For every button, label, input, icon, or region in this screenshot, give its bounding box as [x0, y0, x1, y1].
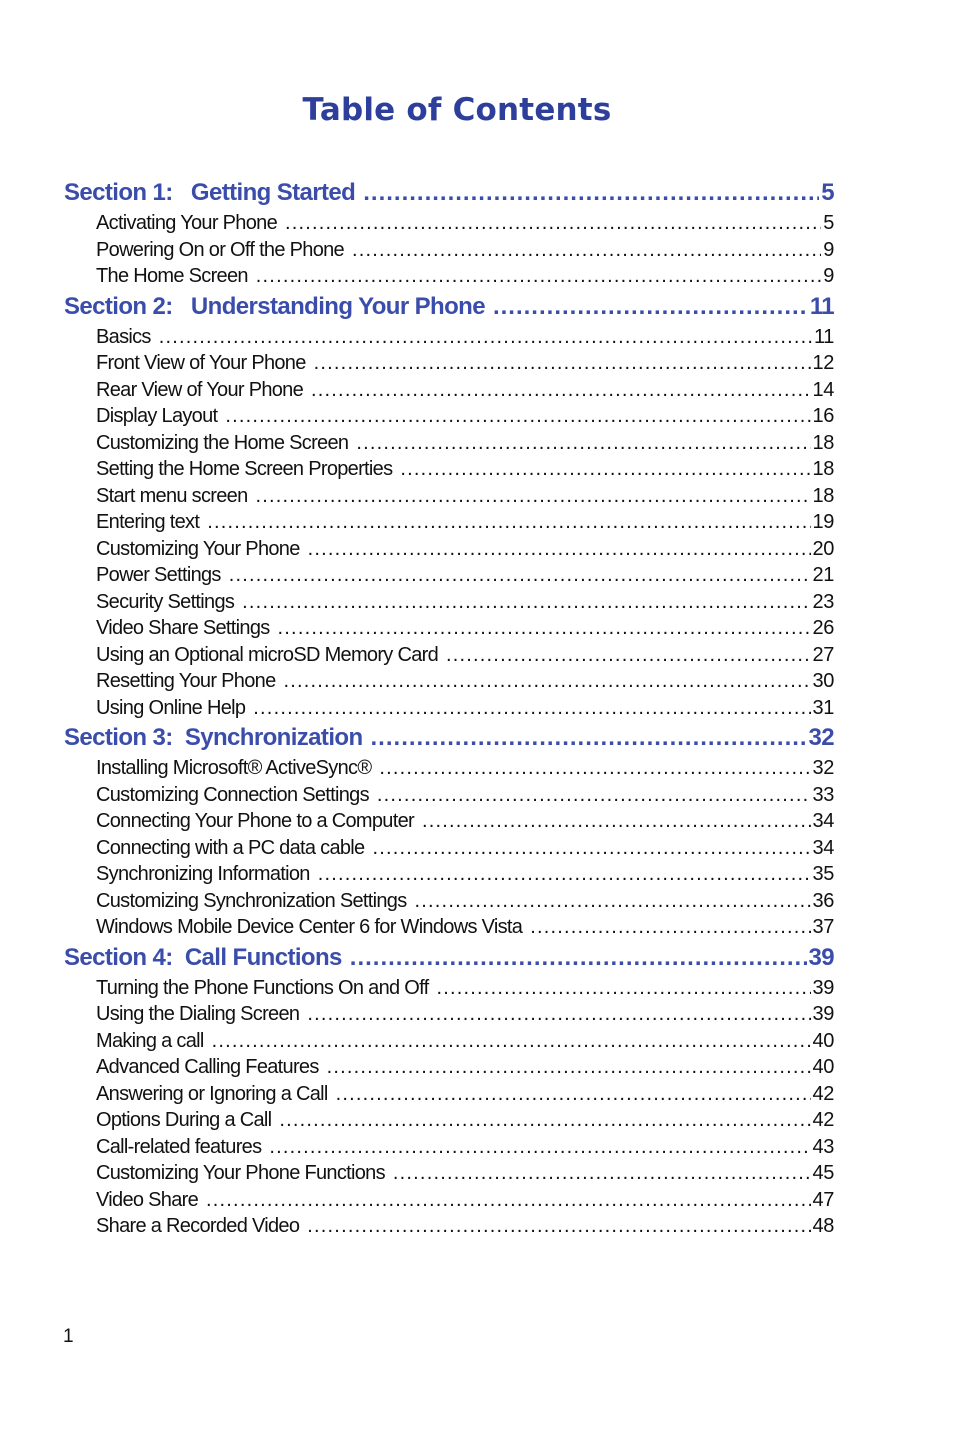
entry-title: Connecting Your Phone to a Computer [96, 810, 414, 832]
toc-entry[interactable] [96, 642, 834, 669]
section-page-number: 5 [821, 179, 834, 206]
entry-page-number: 32 [812, 757, 834, 779]
dot-leader [212, 1028, 811, 1055]
entry-title: Activating Your Phone [96, 212, 278, 234]
dot-leader [229, 562, 811, 589]
entry-page-number: 11 [814, 325, 834, 348]
toc-section-heading[interactable] [64, 290, 834, 324]
table-of-contents [64, 176, 834, 1240]
dot-leader [207, 509, 810, 536]
toc-entry[interactable] [96, 430, 834, 457]
entry-title: The Home Screen [96, 265, 248, 287]
dot-leader [422, 808, 811, 835]
entry-title: Video Share [96, 1188, 199, 1211]
dot-leader [372, 835, 810, 862]
entry-title: Basics [96, 325, 151, 348]
dot-leader [350, 941, 807, 975]
toc-entry[interactable] [96, 377, 834, 404]
dot-leader [363, 176, 819, 210]
dot-leader [415, 888, 811, 915]
entry-title: Customizing the Home Screen [96, 431, 349, 454]
entry-page-number: 18 [812, 431, 834, 454]
toc-entry[interactable] [96, 914, 834, 941]
entry-title: Setting the Home Screen Properties [96, 458, 393, 480]
entry-page-number: 34 [812, 810, 834, 832]
entry-page-number: 20 [812, 537, 834, 560]
section-page-number: 39 [808, 943, 834, 971]
dot-leader [377, 782, 811, 809]
entry-page-number: 21 [812, 564, 834, 586]
entry-page-number: 45 [812, 1162, 834, 1184]
entry-page-number: 9 [823, 238, 834, 261]
toc-entry[interactable] [96, 668, 834, 695]
entry-page-number: 14 [812, 378, 834, 401]
entry-page-number: 42 [812, 1082, 834, 1105]
entry-page-number: 26 [812, 617, 834, 639]
dot-leader [242, 589, 810, 616]
section-title: Section 1: Getting Started [64, 179, 356, 206]
toc-entry[interactable] [96, 615, 834, 642]
toc-entry[interactable] [96, 210, 834, 237]
entry-title: Connecting with a PC data cable [96, 836, 365, 859]
toc-entry[interactable] [96, 1054, 834, 1081]
toc-entry[interactable] [96, 1107, 834, 1134]
toc-entry[interactable] [96, 589, 834, 616]
toc-section-heading[interactable] [64, 721, 834, 755]
entry-title: Turning the Phone Functions On and Off [96, 976, 429, 999]
toc-entry[interactable] [96, 263, 834, 290]
dot-leader [307, 1213, 810, 1240]
dot-leader [336, 1081, 811, 1108]
entry-page-number: 40 [812, 1029, 834, 1052]
entry-page-number: 39 [812, 976, 834, 999]
dot-leader [269, 1134, 810, 1161]
page-number: 1 [63, 1326, 74, 1347]
dot-leader [253, 695, 810, 722]
toc-entry[interactable] [96, 456, 834, 483]
dot-leader [206, 1187, 811, 1214]
entry-page-number: 40 [812, 1056, 834, 1078]
entry-page-number: 9 [823, 265, 834, 287]
entry-title: Advanced Calling Features [96, 1056, 319, 1078]
entry-title: Using the Dialing Screen [96, 1003, 300, 1025]
entry-title: Synchronizing Information [96, 863, 310, 885]
entry-title: Video Share Settings [96, 617, 270, 639]
toc-entry[interactable] [96, 237, 834, 264]
entry-title: Share a Recorded Video [96, 1215, 300, 1237]
entry-title: Answering or Ignoring a Call [96, 1082, 328, 1105]
dot-leader [493, 290, 808, 324]
entry-page-number: 27 [812, 643, 834, 666]
section-page-number: 32 [808, 724, 834, 751]
entry-title: Resetting Your Phone [96, 670, 276, 692]
toc-entry[interactable] [96, 536, 834, 563]
section-page-number: 11 [809, 292, 834, 320]
entry-title: Start menu screen [96, 484, 248, 507]
dot-leader [285, 210, 821, 237]
dot-leader [278, 615, 811, 642]
toc-entry[interactable] [96, 324, 834, 351]
toc-entry[interactable] [96, 695, 834, 722]
entry-title: Entering text [96, 511, 200, 533]
toc-section-heading[interactable] [64, 176, 834, 210]
dot-leader [225, 403, 810, 430]
entry-page-number: 36 [812, 889, 834, 912]
entry-page-number: 31 [812, 696, 834, 719]
toc-entry[interactable] [96, 861, 834, 888]
dot-leader [256, 483, 811, 510]
entry-page-number: 19 [812, 511, 834, 533]
entry-page-number: 30 [812, 670, 834, 692]
toc-entry[interactable] [96, 888, 834, 915]
entry-page-number: 37 [812, 916, 834, 938]
dot-leader [437, 975, 811, 1002]
toc-entry[interactable] [96, 483, 834, 510]
entry-page-number: 48 [812, 1215, 834, 1237]
dot-leader [284, 668, 811, 695]
entry-title: Rear View of Your Phone [96, 378, 304, 401]
toc-entry[interactable] [96, 782, 834, 809]
toc-entry[interactable] [96, 1081, 834, 1108]
dot-leader [279, 1107, 810, 1134]
entry-title: Customizing Your Phone Functions [96, 1162, 385, 1184]
toc-entry[interactable] [96, 350, 834, 377]
dot-leader [256, 263, 821, 290]
dot-leader [352, 237, 821, 264]
toc-entry[interactable] [96, 1134, 834, 1161]
dot-leader [356, 430, 810, 457]
dot-leader [371, 721, 807, 755]
toc-entry[interactable] [96, 562, 834, 589]
page-title: Table of Contents [302, 92, 612, 128]
dot-leader [327, 1054, 811, 1081]
section-title: Section 3: Synchronization [64, 724, 363, 751]
toc-entry[interactable] [96, 509, 834, 536]
toc-entry[interactable] [96, 1160, 834, 1187]
toc-entry[interactable] [96, 1187, 834, 1214]
dot-leader [314, 350, 811, 377]
toc-entry[interactable] [96, 835, 834, 862]
section-title: Section 4: Call Functions [64, 943, 342, 971]
entry-title: Display Layout [96, 405, 218, 427]
entry-page-number: 43 [812, 1135, 834, 1158]
entry-title: Options During a Call [96, 1109, 272, 1131]
toc-entry[interactable] [96, 1001, 834, 1028]
entry-page-number: 18 [812, 484, 834, 507]
entry-page-number: 5 [823, 212, 834, 234]
toc-entry[interactable] [96, 975, 834, 1002]
dot-leader [379, 755, 810, 782]
dot-leader [530, 914, 810, 941]
entry-page-number: 47 [812, 1188, 834, 1211]
dot-leader [400, 456, 810, 483]
dot-leader [446, 642, 811, 669]
entry-title: Installing Microsoft® ActiveSync® [96, 757, 372, 779]
entry-title: Powering On or Off the Phone [96, 238, 344, 261]
entry-title: Front View of Your Phone [96, 352, 306, 374]
entry-page-number: 16 [812, 405, 834, 427]
entry-page-number: 12 [812, 352, 834, 374]
toc-section-heading[interactable] [64, 941, 834, 975]
entry-title: Customizing Synchronization Settings [96, 889, 407, 912]
toc-entry[interactable] [96, 1213, 834, 1240]
entry-title: Using an Optional microSD Memory Card [96, 643, 439, 666]
dot-leader [393, 1160, 811, 1187]
entry-title: Security Settings [96, 590, 235, 613]
entry-page-number: 42 [812, 1109, 834, 1131]
dot-leader [307, 1001, 810, 1028]
entry-title: Making a call [96, 1029, 204, 1052]
dot-leader [159, 324, 812, 351]
dot-leader [318, 861, 811, 888]
entry-page-number: 34 [812, 836, 834, 859]
section-title: Section 2: Understanding Your Phone [64, 292, 485, 320]
dot-leader [308, 536, 811, 563]
entry-title: Using Online Help [96, 696, 246, 719]
entry-title: Windows Mobile Device Center 6 for Windows Vista [96, 916, 523, 938]
entry-title: Power Settings [96, 564, 221, 586]
entry-page-number: 23 [812, 590, 834, 613]
dot-leader [311, 377, 811, 404]
entry-page-number: 33 [812, 783, 834, 806]
toc-entry[interactable] [96, 403, 834, 430]
toc-entry[interactable] [96, 808, 834, 835]
entry-title: Customizing Your Phone [96, 537, 300, 560]
entry-page-number: 18 [812, 458, 834, 480]
toc-entry[interactable] [96, 1028, 834, 1055]
entry-page-number: 35 [812, 863, 834, 885]
toc-entry[interactable] [96, 755, 834, 782]
entry-page-number: 39 [812, 1003, 834, 1025]
entry-title: Call-related features [96, 1135, 262, 1158]
entry-title: Customizing Connection Settings [96, 783, 369, 806]
